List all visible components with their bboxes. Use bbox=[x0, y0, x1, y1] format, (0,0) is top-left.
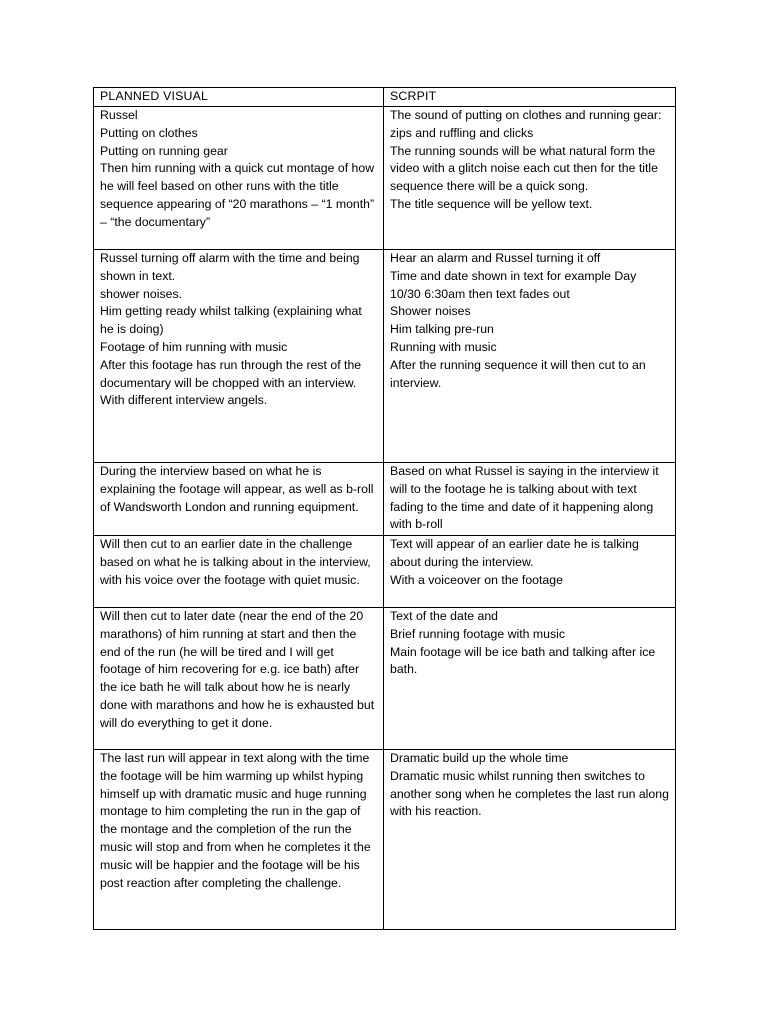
cell-line: Text of the date and bbox=[390, 609, 499, 623]
table-row bbox=[94, 463, 676, 536]
visual-cell bbox=[94, 536, 384, 608]
cell-line: Based on what Russel is saying in the interview it will to the footage he is talking about with text fading to the time and date of it happening along with b-roll bbox=[390, 464, 659, 532]
visual-cell bbox=[94, 250, 384, 463]
cell-line: The title sequence will be yellow text. bbox=[390, 196, 593, 211]
cell-line: Hear an alarm and Russel turning it off bbox=[390, 251, 601, 265]
cell-line: Will then cut to an earlier date in the challenge based on what he is talking about in the interview, with his voice over the footage with quiet music. bbox=[100, 537, 371, 587]
script-cell bbox=[384, 107, 676, 250]
cell-line: After this footage has run through the rest of the documentary will be chopped with an interview. With different interview angels. bbox=[100, 357, 362, 408]
cell-line: Running with music bbox=[390, 339, 497, 354]
cell-line: Him talking pre-run bbox=[390, 322, 494, 337]
cell-line: Russel bbox=[100, 108, 138, 122]
visual-cell bbox=[94, 750, 384, 930]
table-row bbox=[94, 107, 676, 250]
cell-line: Brief running footage with music bbox=[390, 626, 565, 641]
table-row bbox=[94, 250, 676, 463]
header-script: SCRPIT bbox=[384, 88, 676, 107]
cell-line: Putting on clothes bbox=[100, 125, 198, 140]
cell-line: Putting on running gear bbox=[100, 143, 228, 158]
table-row bbox=[94, 608, 676, 750]
script-cell bbox=[384, 536, 676, 608]
cell-line: The last run will appear in text along with the time the footage will be him warming up whilst hyping himself up with dramatic music and huge running montage to him completing the run in the gap of the montage and the completion of the run the music will stop and from when he completes it the music will be happier and the footage will be his post reaction after completing the challenge. bbox=[100, 751, 371, 890]
cell-line: During the interview based on what he is explaining the footage will appear, as well as b-roll of Wandsworth London and running equipment. bbox=[100, 464, 374, 514]
cell-line: With a voiceover on the footage bbox=[390, 572, 563, 587]
planning-table bbox=[93, 87, 676, 930]
table-row bbox=[94, 536, 676, 608]
script-cell bbox=[384, 250, 676, 463]
cell-line: Text will appear of an earlier date he is talking about during the interview. bbox=[390, 537, 639, 569]
cell-line: Then him running with a quick cut montage of how he will feel based on other runs with the title sequence appearing of “20 marathons – “1 month” – “the documentary” bbox=[100, 161, 375, 229]
visual-cell bbox=[94, 463, 384, 536]
header-row bbox=[94, 88, 676, 107]
script-cell bbox=[384, 750, 676, 930]
cell-line: Time and date shown in text for example Day 10/30 6:30am then text fades out bbox=[390, 268, 637, 301]
cell-line: Dramatic music whilst running then switches to another song when he completes the last run along with his reaction. bbox=[390, 768, 669, 819]
cell-line: Footage of him running with music bbox=[100, 339, 288, 354]
cell-line: Russel turning off alarm with the time and being shown in text. bbox=[100, 251, 360, 283]
cell-line: Shower noises bbox=[390, 304, 471, 319]
visual-cell bbox=[94, 608, 384, 750]
cell-line: Will then cut to later date (near the end of the 20 marathons) of him running at start and then the end of the run (he will be tired and I will get footage of him recovering for e.g. ice bath) after the ice bath he will talk about how he is nearly done with marathons and how he is exhausted but will do everything to get it done. bbox=[100, 609, 375, 730]
cell-line: Dramatic build up the whole time bbox=[390, 751, 569, 765]
cell-line: The running sounds will be what natural form the video with a glitch noise each cut then for the title sequence there will be a quick song. bbox=[390, 143, 658, 194]
cell-line: The sound of putting on clothes and running gear: zips and ruffling and clicks bbox=[390, 108, 662, 140]
cell-line: shower noises. bbox=[100, 286, 183, 301]
script-cell bbox=[384, 608, 676, 750]
header-planned-visual: PLANNED VISUAL bbox=[94, 88, 384, 107]
cell-line: Main footage will be ice bath and talking after ice bath. bbox=[390, 644, 656, 677]
table-row bbox=[94, 750, 676, 930]
visual-cell bbox=[94, 107, 384, 250]
script-cell bbox=[384, 463, 676, 536]
cell-line: After the running sequence it will then cut to an interview. bbox=[390, 357, 646, 390]
cell-line: Him getting ready whilst talking (explaining what he is doing) bbox=[100, 304, 362, 337]
